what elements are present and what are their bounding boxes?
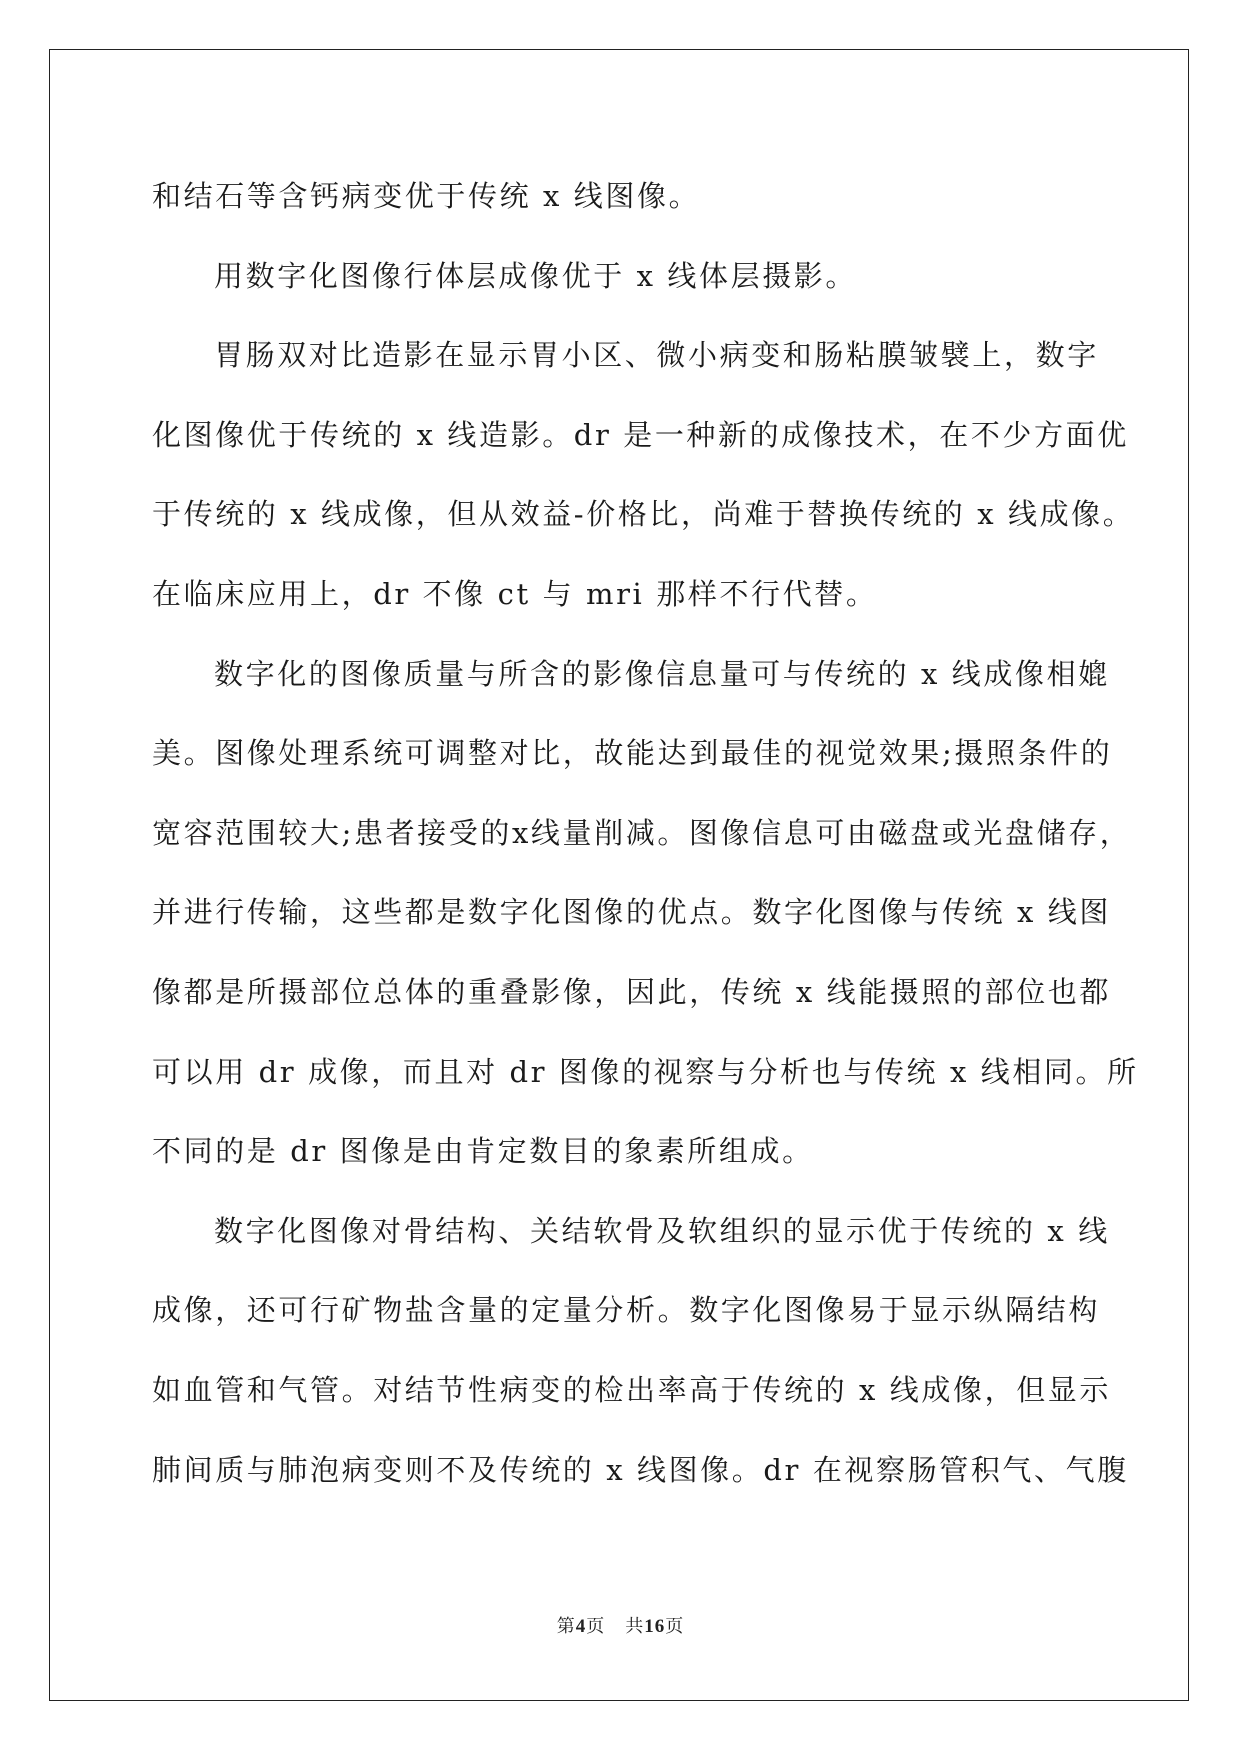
page-footer xyxy=(0,1612,1241,1638)
text-line: 可以用 dr 成像，而且对 dr 图像的视察与分析也与传统 x 线相同。所 xyxy=(152,1054,1139,1089)
total-suffix: 页 xyxy=(665,1616,685,1637)
text-line: 成像，还可行矿物盐含量的定量分析。数字化图像易于显示纵隔结构 xyxy=(152,1293,1101,1328)
text-line: 不同的是 dr 图像是由肯定数目的象素所组成。 xyxy=(152,1134,814,1169)
text-line: 化图像优于传统的 x 线造影。dr 是一种新的成像技术，在不少方面优 xyxy=(152,417,1129,452)
text-line: 如血管和气管。对结节性病变的检出率高于传统的 x 线成像，但显示 xyxy=(152,1372,1111,1407)
text-line: 像都是所摄部位总体的重叠影像，因此，传统 x 线能摄照的部位也都 xyxy=(152,974,1111,1009)
paragraph-start: 胃肠双对比造影在显示胃小区、微小病变和肠粘膜皱襞上，数字 xyxy=(214,338,1099,373)
total-pages: 16 xyxy=(644,1616,666,1637)
text-line: 美。图像处理系统可调整对比，故能达到最佳的视觉效果;摄照条件的 xyxy=(152,736,1113,771)
paragraph-start: 数字化图像对骨结构、关结软骨及软组织的显示优于传统的 x 线 xyxy=(214,1213,1110,1248)
document-body xyxy=(152,168,1139,1521)
text-line: 肺间质与肺泡病变则不及传统的 x 线图像。dr 在视察肠管积气、气腹 xyxy=(152,1452,1129,1487)
text-line: 和结石等含钙病变优于传统 x 线图像。 xyxy=(152,179,701,213)
text-line: 并进行传输，这些都是数字化图像的优点。数字化图像与传统 x 线图 xyxy=(152,895,1111,930)
text-line: 宽容范围较大;患者接受的x线量削减。图像信息可由磁盘或光盘储存， xyxy=(152,815,1132,850)
paragraph-start: 用数字化图像行体层成像优于 x 线体层摄影。 xyxy=(214,258,857,293)
text-line: 于传统的 x 线成像，但从效益-价格比，尚难于替换传统的 x 线成像。 xyxy=(152,497,1135,532)
text-line: 在临床应用上，dr 不像 ct 与 mri 那样不行代替。 xyxy=(152,576,878,611)
total-prefix: 共 xyxy=(625,1616,645,1637)
page-suffix: 页 xyxy=(586,1616,606,1637)
page-prefix: 第 xyxy=(556,1616,576,1637)
page-number: 4 xyxy=(575,1616,587,1637)
paragraph-start: 数字化的图像质量与所含的影像信息量可与传统的 x 线成像相媲 xyxy=(214,656,1110,691)
